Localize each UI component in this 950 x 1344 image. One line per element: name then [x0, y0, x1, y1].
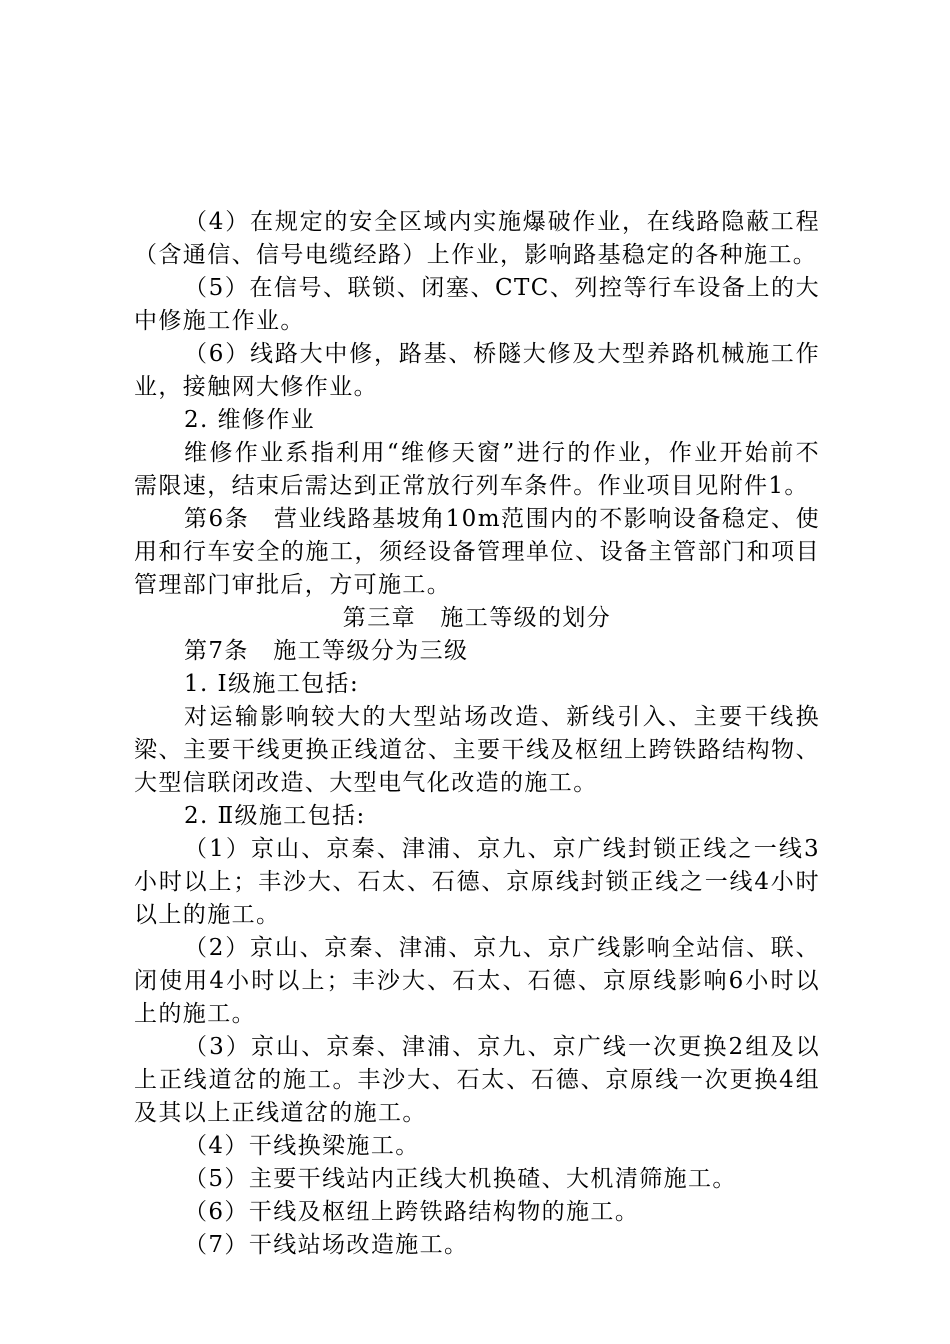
section-heading-maintenance: 2. 维修作业	[184, 407, 316, 433]
paragraph-item-6: （6）线路大中修，路基、桥隧大修及大型养路机械施工作业，接触网大修作业。	[134, 341, 820, 400]
paragraph-item-5: （5）在信号、联锁、闭塞、CTC、列控等行车设备上的大中修施工作业。	[134, 275, 820, 334]
level-2-item-1: （1）京山、京秦、津浦、京九、京广线封锁正线之一线3小时以上；丰沙大、石太、石德、京原线封锁正线之一线4小时以上的施工。	[134, 836, 820, 928]
level-2-item-3: （3）京山、京秦、津浦、京九、京广线一次更换2组及以上正线道岔的施工。丰沙大、石太、石德、京原线一次更换4组及其以上正线道岔的施工。	[134, 1034, 820, 1126]
level-2-item-5: （5）主要干线站内正线大机换碴、大机清筛施工。	[184, 1166, 737, 1192]
document-body	[134, 206, 820, 1262]
level-2-heading: 2. Ⅱ级施工包括:	[184, 803, 366, 829]
paragraph-maintenance-definition: 维修作业系指利用“维修天窗”进行的作业，作业开始前不需限速，结束后需达到正常放行列车条件。作业项目见附件1。	[134, 440, 820, 499]
article-7: 第7条 施工等级分为三级	[184, 638, 469, 664]
level-2-item-2: （2）京山、京秦、津浦、京九、京广线影响全站信、联、闭使用4小时以上；丰沙大、石太、石德、京原线影响6小时以上的施工。	[134, 935, 820, 1027]
level-2-item-6: （6）干线及枢纽上跨铁路结构物的施工。	[184, 1199, 640, 1225]
level-1-description: 对运输影响较大的大型站场改造、新线引入、主要干线换梁、主要干线更换正线道岔、主要干线及枢纽上跨铁路结构物、大型信联闭改造、大型电气化改造的施工。	[134, 704, 820, 796]
level-1-heading: 1. Ⅰ级施工包括:	[184, 671, 360, 697]
chapter-heading: 第三章 施工等级的划分	[342, 605, 612, 631]
level-2-item-7: （7）干线站场改造施工。	[184, 1232, 469, 1258]
article-6: 第6条 营业线路基坡角10m范围内的不影响设备稳定、使用和行车安全的施工，须经设备管理单位、设备主管部门和项目管理部门审批后，方可施工。	[134, 506, 820, 598]
level-2-item-4: （4）干线换梁施工。	[184, 1133, 420, 1159]
paragraph-item-4: （4）在规定的安全区域内实施爆破作业，在线路隐蔽工程（含通信、信号电缆经路）上作业，影响路基稳定的各种施工。	[134, 209, 820, 268]
